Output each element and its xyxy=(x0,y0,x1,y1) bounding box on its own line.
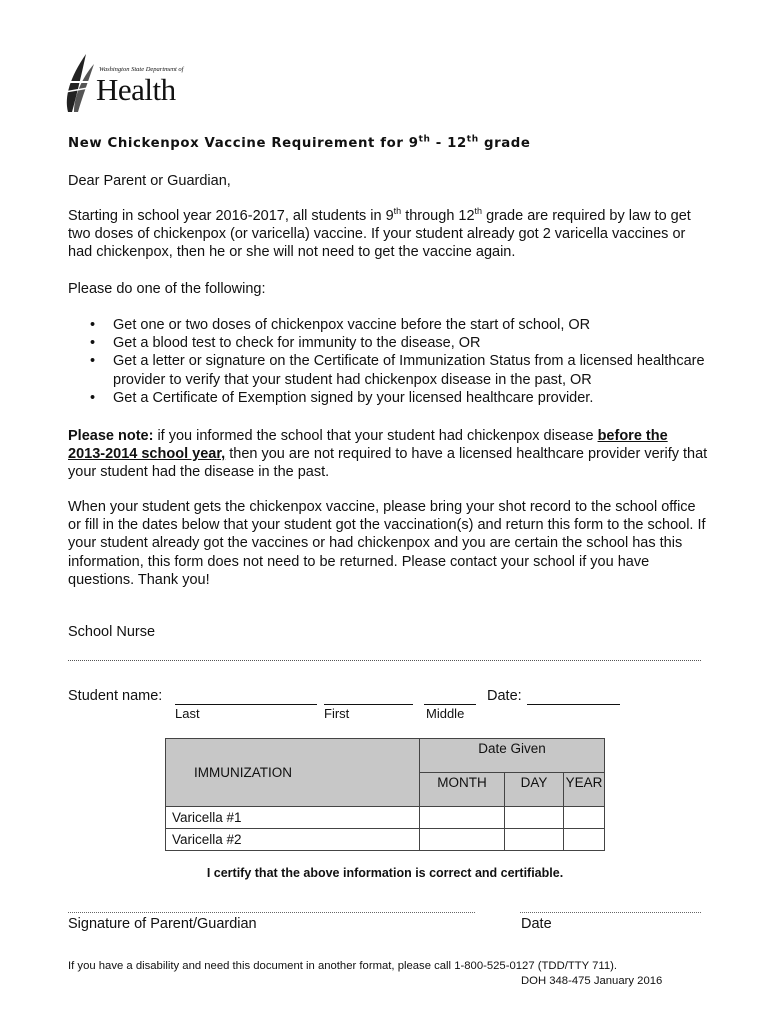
month-header: MONTH xyxy=(420,773,505,807)
note-paragraph: Please note: if you informed the school that your student had chickenpox disease before the 2013-2014 school year, then you are not required to have a licensed healthcare provider verify that your student had the disease in the past. xyxy=(68,428,708,481)
tear-line xyxy=(68,660,701,661)
list-item: • Get a Certificate of Exemption signed by your licensed healthcare provider. xyxy=(90,389,710,407)
varicella-1-day-cell[interactable] xyxy=(505,807,564,829)
middle-name-field[interactable] xyxy=(424,688,476,705)
signoff: School Nurse xyxy=(68,624,156,640)
list-item: • Get a blood test to check for immunity to the disease, OR xyxy=(90,334,710,352)
varicella-1-month-cell[interactable] xyxy=(420,807,505,829)
varicella-1-year-cell[interactable] xyxy=(564,807,605,829)
last-caption: Last xyxy=(175,706,200,721)
health-logo xyxy=(60,52,184,114)
day-header: DAY xyxy=(505,773,564,807)
signature-field[interactable] xyxy=(68,912,475,913)
year-header: YEAR xyxy=(564,773,605,807)
signature-date-field[interactable] xyxy=(520,912,701,913)
date-field[interactable] xyxy=(527,688,620,705)
options-list xyxy=(90,316,710,407)
first-caption: First xyxy=(324,706,350,721)
table-row xyxy=(166,807,605,829)
first-name-field[interactable] xyxy=(324,688,413,705)
intro-paragraph: Starting in school year 2016-2017, all students in 9th through 12th grade are required by law to get two doses of chickenpox (or varicella) vaccine. If your student already got 2 varicella vaccines or had chickenpox, then he or she will not need to get the vaccine again. xyxy=(68,206,691,261)
logo-health-text: Health xyxy=(96,72,176,107)
varicella-2-month-cell[interactable] xyxy=(420,829,505,851)
list-item: • Get a letter or signature on the Certificate of Immunization Status from a licensed healthcare provider to verify that your student had chickenpox disease in the past, OR xyxy=(90,352,710,388)
immunization-table xyxy=(165,738,605,851)
logo-department-text: Washington State Department of xyxy=(99,66,184,73)
salutation: Dear Parent or Guardian, xyxy=(68,173,231,189)
varicella-2-year-cell[interactable] xyxy=(564,829,605,851)
varicella-2-label: Varicella #2 xyxy=(166,829,420,851)
certify-statement: I certify that the above information is correct and certifiable. xyxy=(206,866,564,880)
middle-caption: Middle xyxy=(426,706,465,721)
accessibility-footer: If you have a disability and need this document in another format, please call 1-800-525-0127 (TDD/TTY 711). xyxy=(68,960,618,972)
table-row xyxy=(166,829,605,851)
immunization-header: IMMUNIZATION xyxy=(166,739,420,807)
signature-label: Signature of Parent/Guardian xyxy=(68,916,257,932)
student-name-label: Student name: xyxy=(68,688,163,704)
return-instructions: When your student gets the chickenpox vaccine, please bring your shot record to the school office or fill in the dates below that your student got the vaccination(s) and return this form to the school. If your student already got the vaccines or had chickenpox and you are certain the school has this information, this form does not need to be returned. Please contact your school if you have questions. Thank you! xyxy=(68,499,706,588)
list-item: • Get one or two doses of chickenpox vaccine before the start of school, OR xyxy=(90,316,710,334)
note-label: Please note: xyxy=(68,428,154,444)
varicella-2-day-cell[interactable] xyxy=(505,829,564,851)
signature-date-label: Date xyxy=(521,916,552,932)
varicella-1-label: Varicella #1 xyxy=(166,807,420,829)
instruction-text: Please do one of the following: xyxy=(68,281,266,297)
document-id: DOH 348-475 January 2016 xyxy=(521,975,663,987)
feather-logo-icon xyxy=(60,52,100,114)
page-title: New Chickenpox Vaccine Requirement for 9th - 12th grade xyxy=(68,134,531,151)
date-given-header: Date Given xyxy=(420,739,605,773)
last-name-field[interactable] xyxy=(175,688,317,705)
note-emphasis: before the 2013-2014 school year, xyxy=(68,428,668,463)
date-label: Date: xyxy=(487,688,522,704)
